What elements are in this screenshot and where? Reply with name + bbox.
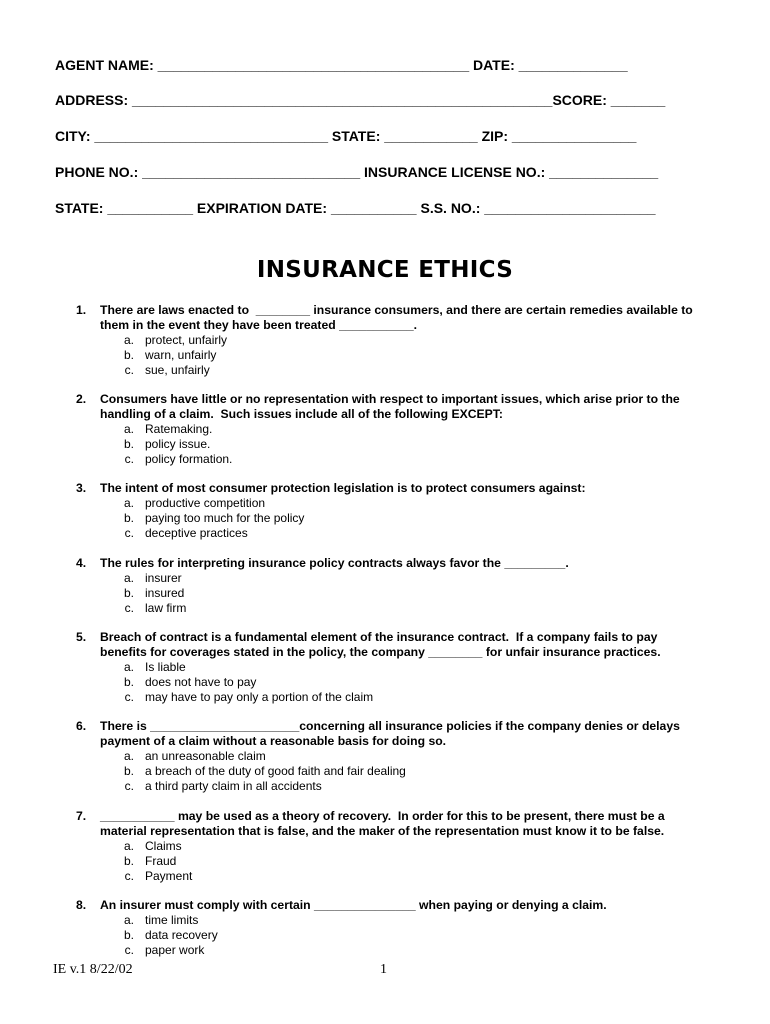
option-letter: c. <box>124 779 134 793</box>
question-number: 7. <box>76 809 87 823</box>
footer-version: IE v.1 8/22/02 <box>53 962 133 977</box>
question-text: handling of a claim. Such issues include all of the following EXCEPT: <box>100 407 503 421</box>
question-text-line <box>76 318 726 333</box>
option-letter: a. <box>123 422 134 436</box>
option-text: policy formation. <box>145 452 233 466</box>
option-text: protect, unfairly <box>145 333 228 347</box>
answer-option <box>76 496 726 511</box>
option-letter: a. <box>123 913 134 927</box>
answer-option <box>76 749 726 764</box>
question-text: benefits for coverages stated in the policy, the company ________ for unfair insurance practices. <box>100 645 661 659</box>
option-text: an unreasonable claim <box>145 749 266 763</box>
option-text: paper work <box>145 943 205 957</box>
option-letter: a. <box>123 660 134 674</box>
option-text: Payment <box>145 869 193 883</box>
option-text: insured <box>145 586 185 600</box>
option-letter: b. <box>123 764 134 778</box>
option-text: warn, unfairly <box>145 348 217 362</box>
question-text-line <box>76 407 726 422</box>
question-text: Consumers have little or no representation with respect to important issues, which arise prior to the <box>100 392 680 406</box>
question-text-line <box>76 809 726 824</box>
question-number: 4. <box>76 556 87 570</box>
option-text: insurer <box>145 571 182 585</box>
question-text: There are laws enacted to ________ insurance consumers, and there are certain remedies available to <box>100 303 693 317</box>
question-text-line <box>76 824 726 839</box>
option-letter: c. <box>124 869 134 883</box>
option-letter: b. <box>123 928 134 942</box>
question-text-line <box>76 392 726 407</box>
question-text: them in the event they have been treated ___________. <box>100 318 418 332</box>
option-text: Is liable <box>145 660 186 674</box>
option-letter: b. <box>123 437 134 451</box>
phone-license-row: PHONE NO.: ____________________________ INSURANCE LICENSE NO.: ______________ <box>55 164 659 180</box>
question-number: 6. <box>76 719 87 733</box>
question-3 <box>76 481 726 541</box>
question-text-line <box>76 303 726 318</box>
option-text: time limits <box>145 913 199 927</box>
answer-option <box>76 854 726 869</box>
option-letter: a. <box>123 839 134 853</box>
answer-option <box>76 675 726 690</box>
answer-option <box>76 363 726 378</box>
option-letter: b. <box>123 854 134 868</box>
question-5 <box>76 630 726 705</box>
option-text: paying too much for the policy <box>145 511 305 525</box>
option-letter: b. <box>123 348 134 362</box>
answer-option <box>76 779 726 794</box>
option-text: Fraud <box>145 854 177 868</box>
question-text-line <box>76 481 726 496</box>
answer-option <box>76 660 726 675</box>
answer-option <box>76 586 726 601</box>
agent-name-date-row: AGENT NAME: ________________________________________ DATE: ______________ <box>55 57 628 73</box>
option-letter: c. <box>124 601 134 615</box>
question-8 <box>76 898 726 958</box>
option-letter: a. <box>123 749 134 763</box>
question-text-line <box>76 645 726 660</box>
option-text: Ratemaking. <box>145 422 213 436</box>
question-6 <box>76 719 726 794</box>
option-text: a third party claim in all accidents <box>145 779 322 793</box>
state-expiration-ssn-row: STATE: ___________ EXPIRATION DATE: ___________ S.S. NO.: ______________________ <box>55 200 656 216</box>
question-7 <box>76 809 726 884</box>
question-text-line <box>76 898 726 913</box>
question-text-line <box>76 556 726 571</box>
option-letter: c. <box>124 363 134 377</box>
option-text: may have to pay only a portion of the claim <box>145 690 374 704</box>
answer-option <box>76 422 726 437</box>
question-number: 5. <box>76 630 87 644</box>
option-letter: a. <box>123 496 134 510</box>
answer-option <box>76 928 726 943</box>
option-text: data recovery <box>145 928 218 942</box>
option-letter: c. <box>124 690 134 704</box>
answer-option <box>76 526 726 541</box>
option-text: deceptive practices <box>145 526 248 540</box>
option-letter: b. <box>123 586 134 600</box>
question-text: material representation that is false, and the maker of the representation must know it to be false. <box>100 824 665 838</box>
answer-option <box>76 511 726 526</box>
answer-option <box>76 943 726 958</box>
question-text: The rules for interpreting insurance policy contracts always favor the _________. <box>100 556 569 570</box>
question-text-line <box>76 630 726 645</box>
option-letter: a. <box>123 571 134 585</box>
question-text: payment of a claim without a reasonable basis for doing so. <box>100 734 447 748</box>
answer-option <box>76 839 726 854</box>
question-text-line <box>76 719 726 734</box>
option-text: productive competition <box>145 496 266 510</box>
question-number: 1. <box>76 303 87 317</box>
answer-option <box>76 913 726 928</box>
option-text: does not have to pay <box>145 675 257 689</box>
answer-option <box>76 437 726 452</box>
question-text: ___________ may be used as a theory of recovery. In order for this to be present, there must be a <box>100 809 665 823</box>
option-text: Claims <box>145 839 182 853</box>
option-letter: a. <box>123 333 134 347</box>
page-title: INSURANCE ETHICS <box>256 257 514 283</box>
option-text: policy issue. <box>145 437 211 451</box>
option-text: sue, unfairly <box>145 363 210 377</box>
question-text: Breach of contract is a fundamental element of the insurance contract. If a company fails to pay <box>100 630 658 644</box>
question-number: 2. <box>76 392 87 406</box>
option-text: a breach of the duty of good faith and fair dealing <box>145 764 406 778</box>
option-letter: b. <box>123 675 134 689</box>
answer-option <box>76 764 726 779</box>
answer-option <box>76 869 726 884</box>
answer-option <box>76 452 726 467</box>
question-number: 3. <box>76 481 87 495</box>
option-letter: c. <box>124 943 134 957</box>
answer-option <box>76 348 726 363</box>
question-text-line <box>76 734 726 749</box>
answer-option <box>76 333 726 348</box>
question-text: The intent of most consumer protection legislation is to protect consumers against: <box>100 481 586 495</box>
question-2 <box>76 392 726 467</box>
question-number: 8. <box>76 898 87 912</box>
city-state-zip-row: CITY: ______________________________ STATE: ____________ ZIP: ________________ <box>55 128 637 144</box>
option-letter: b. <box>123 511 134 525</box>
option-letter: c. <box>124 526 134 540</box>
answer-option <box>76 690 726 705</box>
answer-option <box>76 601 726 616</box>
answer-option <box>76 571 726 586</box>
option-text: law firm <box>145 601 187 615</box>
question-1 <box>76 303 726 378</box>
question-4 <box>76 556 726 616</box>
address-score-row: ADDRESS: ______________________________________________________SCORE: _______ <box>55 92 666 108</box>
footer-page-number: 1 <box>380 962 387 977</box>
question-text: There is ______________________concerning all insurance policies if the company denies or delays <box>100 719 680 733</box>
question-text: An insurer must comply with certain _______________ when paying or denying a claim. <box>100 898 607 912</box>
option-letter: c. <box>124 452 134 466</box>
